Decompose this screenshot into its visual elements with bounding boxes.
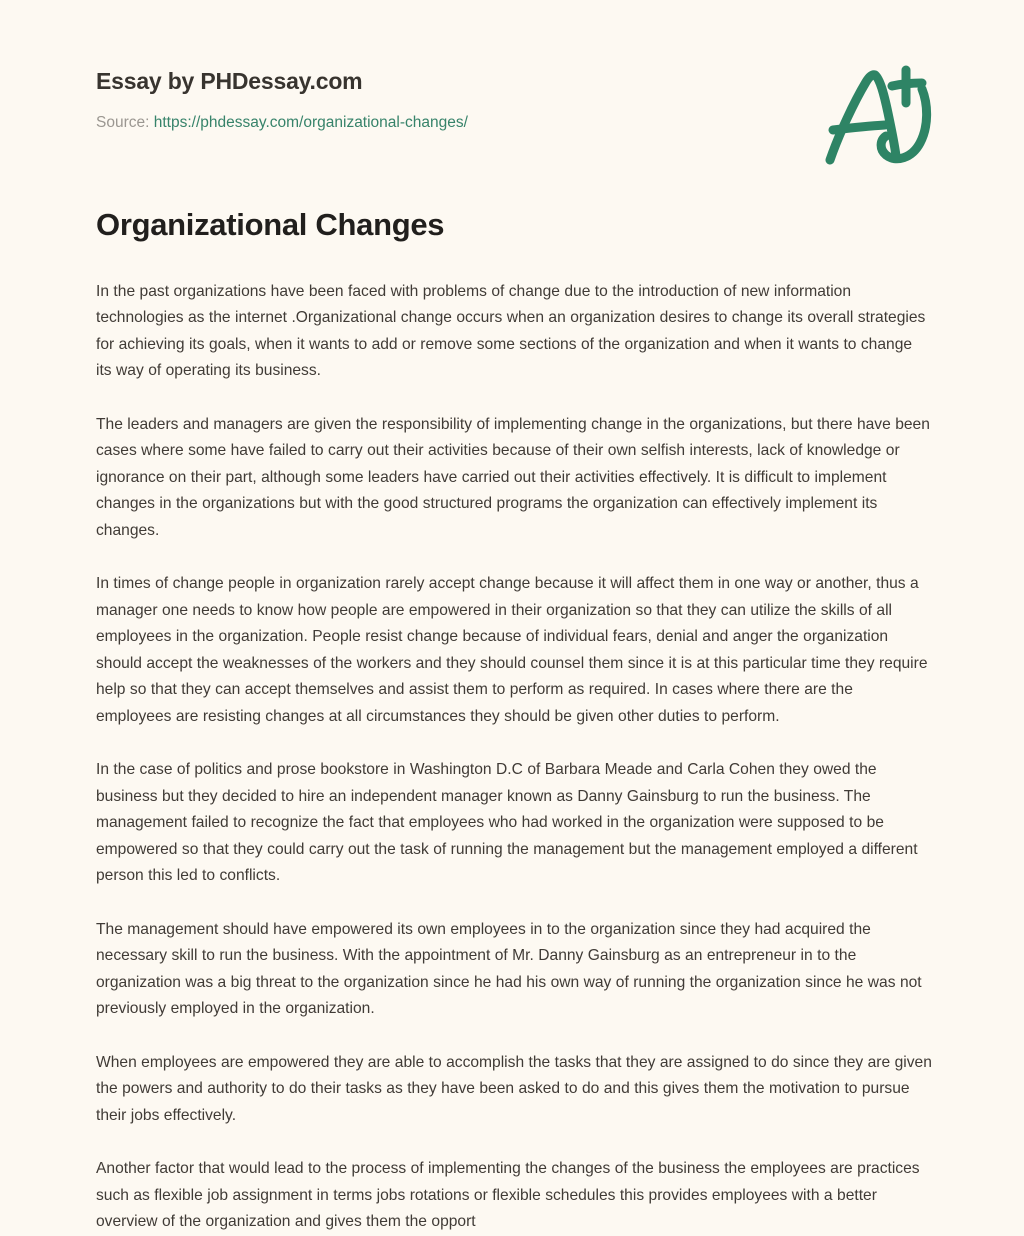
brand-block: [96, 68, 716, 132]
page-title: Organizational Changes: [96, 207, 445, 242]
paragraph: The management should have empowered its own employees in to the organization since they had acquired the necessary skill to run the business. With the appointment of Mr. Danny Gainsburg as an entrepreneur in to the organization was a big threat to the organization since he had his own way of running the organization since he was not previously employed in the organization.: [96, 920, 922, 1018]
page-header: [0, 0, 1024, 200]
paragraph: In the case of politics and prose bookstore in Washington D.C of Barbara Meade and Carla Cohen they owed the business but they decided to hire an independent manager known as Danny Gainsburg to run the business. The management failed to recognize the fact that employees who had worked in the organization were supposed to be empowered so that they could carry out the task of running the management but the management employed a different person this led to conflicts.: [96, 761, 918, 885]
source-line: [96, 114, 716, 133]
paragraph: When employees are empowered they are able to accomplish the tasks that they are assigned to do since they are given the powers and authority to do their tasks as they have been asked to do and this gives them the motivation to pursue their jobs effectively.: [96, 1053, 932, 1124]
brand-title: Essay by PHDessay.com: [96, 68, 363, 94]
article: [96, 206, 932, 1236]
source-url-link[interactable]: https://phdessay.com/organizational-changes/: [153, 113, 468, 131]
paragraph: Another factor that would lead to the process of implementing the changes of the business the employees are practices such as flexible job assignment in terms jobs rotations or flexible schedules this provides employees with a better overview of the organization and gives them the opport: [96, 1160, 920, 1231]
paragraph: The leaders and managers are given the responsibility of implementing change in the organizations, but there have been cases where some have failed to carry out their activities because of their own selfish interests, lack of knowledge or ignorance on their part, although some leaders have carried out their activities effectively. It is difficult to implement changes in the organizations but with the good structured programs the organization can effectively implement its changes.: [96, 415, 930, 539]
paragraph: In the past organizations have been faced with problems of change due to the introduction of new information technologies as the internet .Organizational change occurs when an organization desires to change its overall strategies for achieving its goals, when it wants to add or remove some sections of the organization and when it wants to change its way of operating its business.: [96, 282, 926, 380]
article-body: [96, 279, 932, 1236]
a-plus-icon: [806, 56, 946, 176]
paragraph: In times of change people in organization rarely accept change because it will affect them in one way or another, thus a manager one needs to know how people are empowered in their organization so that they can utilize the skills of all employees in the organization. People resist change because of individual fears, denial and anger the organization should accept the weaknesses of the workers and they should counsel them since it is at this particular time they require help so that they can accept themselves and assist them to perform as required. In cases where there are the employees are resisting changes at all circumstances they should be given other duties to perform.: [96, 575, 928, 725]
phdessay-a-plus-logo[interactable]: [806, 56, 946, 176]
source-label: Source:: [96, 113, 150, 131]
